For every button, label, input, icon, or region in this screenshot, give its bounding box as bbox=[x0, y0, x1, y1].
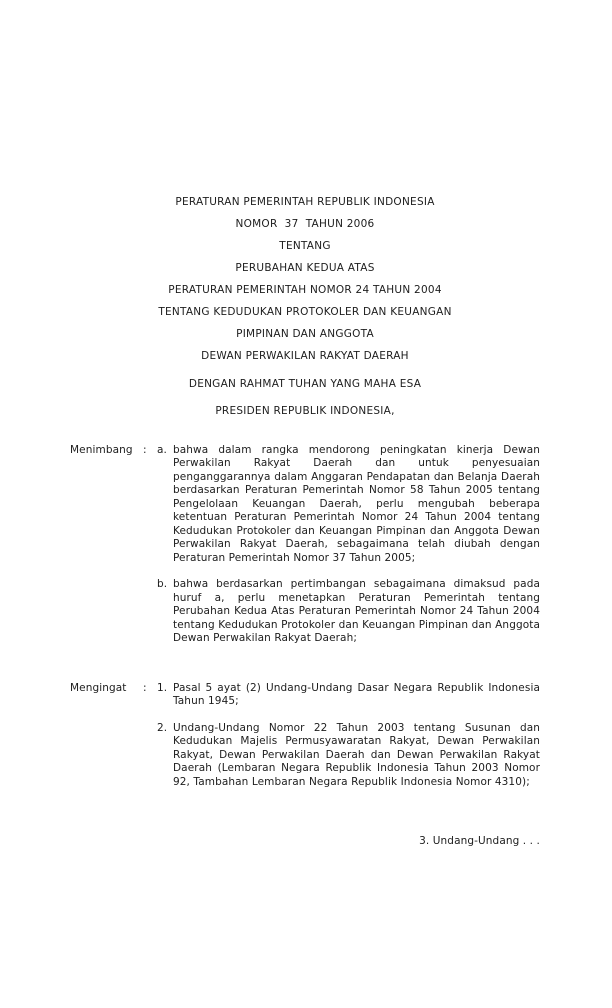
document-header bbox=[70, 197, 540, 417]
item-marker: 1. bbox=[157, 681, 168, 694]
title-subject-line: PIMPINAN DAN ANGGOTA bbox=[236, 328, 374, 340]
item-text: Pasal 5 ayat (2) Undang-Undang Dasar Negara Republik Indonesia Tahun 1945; bbox=[173, 681, 540, 707]
item-text: Undang-Undang Nomor 22 Tahun 2003 tentang Susunan dan Kedudukan Majelis Permusyawaratan Rakyat, Dewan Perwakilan Rakyat, Dewan Perwakilan Daerah dan Dewan Perwakilan Rakyat Daerah (Lembaran Negara Republik Indonesia Tahun 2003 Nomor 92, Tambahan Lembaran Negara Republik Indonesia Nomor 4310); bbox=[173, 721, 540, 788]
legal-basis-items bbox=[157, 682, 540, 790]
considerations-label: Menimbang bbox=[70, 443, 133, 456]
considerations-items bbox=[157, 444, 540, 646]
issuer-line: PRESIDEN REPUBLIK INDONESIA, bbox=[215, 405, 395, 417]
page-catchword: 3. Undang-Undang . . . bbox=[419, 835, 540, 847]
item-text: bahwa dalam rangka mendorong peningkatan kinerja Dewan Perwakilan Rakyat Daerah dan untuk penyesuaian penganggarannya dalam Anggaran Pendapatan dan Belanja Daerah berdasarkan Peraturan Pemerintah Nomor 58 Tahun 2005 tentang Pengelolaan Keuangan Daerah, perlu mengubah beberapa ketentuan Peraturan Pemerintah Nomor 24 Tahun 2004 tentang Kedudukan Protokoler dan Keuangan Pimpinan dan Anggota Dewan Perwakilan Rakyat Daerah, sebagaimana telah diubah dengan Peraturan Pemerintah Nomor 37 Tahun 2005; bbox=[173, 443, 540, 564]
invocation-line: DENGAN RAHMAT TUHAN YANG MAHA ESA bbox=[188, 377, 422, 390]
legal-basis-section bbox=[70, 682, 540, 790]
title-subject-line: PERATURAN PEMERINTAH NOMOR 24 TAHUN 2004 bbox=[168, 284, 442, 296]
considerations-section bbox=[70, 444, 540, 646]
title-line: PERATURAN PEMERINTAH REPUBLIK INDONESIA bbox=[175, 196, 435, 208]
legal-basis-item bbox=[157, 722, 540, 790]
title-subject-line: PERUBAHAN KEDUA ATAS bbox=[235, 262, 375, 274]
considerations-colon: : bbox=[143, 443, 147, 456]
legal-basis-label: Mengingat bbox=[70, 681, 127, 694]
item-text: bahwa berdasarkan pertimbangan sebagaimana dimaksud pada huruf a, perlu menetapkan Peraturan Pemerintah tentang Perubahan Kedua Atas Peraturan Pemerintah Nomor 24 Tahun 2004 tentang Kedudukan Protokoler dan Keuangan Pimpinan dan Anggota Dewan Perwakilan Rakyat Daerah; bbox=[173, 578, 540, 644]
title-number-line: NOMOR 37 TAHUN 2006 bbox=[235, 218, 375, 230]
item-marker: b. bbox=[157, 578, 168, 590]
legal-basis-colon: : bbox=[143, 681, 147, 694]
title-tentang-line: TENTANG bbox=[279, 240, 331, 252]
consideration-item bbox=[157, 578, 540, 646]
item-marker: a. bbox=[157, 443, 167, 456]
legal-basis-item bbox=[157, 682, 540, 709]
consideration-item bbox=[157, 444, 540, 566]
item-marker: 2. bbox=[157, 721, 168, 734]
title-subject-line: TENTANG KEDUDUKAN PROTOKOLER DAN KEUANGAN bbox=[158, 306, 452, 318]
title-subject-line: DEWAN PERWAKILAN RAKYAT DAERAH bbox=[201, 350, 409, 362]
